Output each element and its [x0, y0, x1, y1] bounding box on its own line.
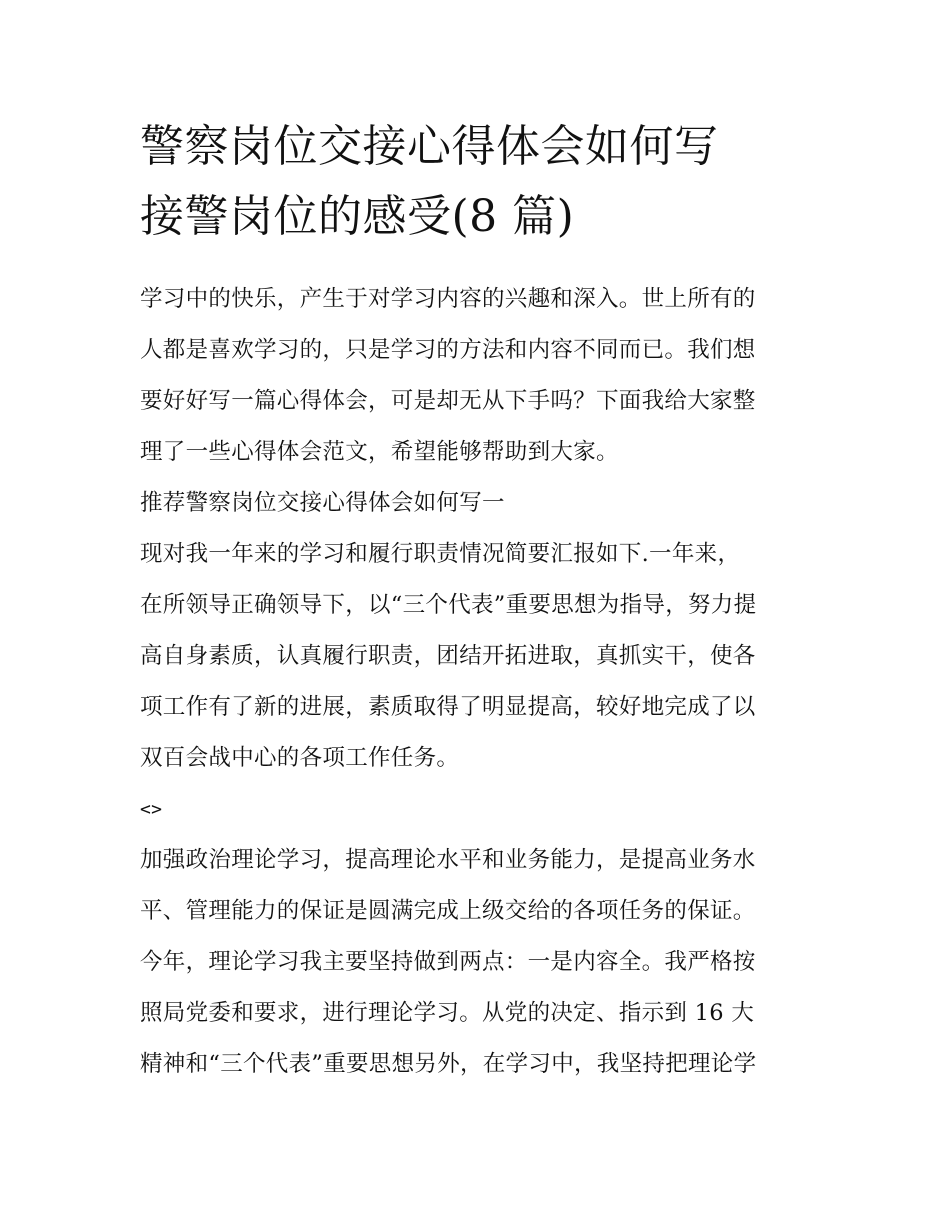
section-heading-text: 推荐警察岗位交接心得体会如何写一 [140, 490, 505, 516]
title-line: 接警岗位的感受(8 篇) [140, 191, 575, 242]
text-line: 高自身素质，认真履行职责，团结开拓进取，真抓实干，使各 [140, 643, 756, 669]
marker-text: <> [140, 799, 163, 820]
text-line: 人都是喜欢学习的，只是学习的方法和内容不同而已。我们想 [140, 337, 756, 363]
text-line: 精神和“三个代表”重要思想另外，在学习中，我坚持把理论学 [140, 1051, 757, 1077]
title-line: 警察岗位交接心得体会如何写 [140, 121, 719, 172]
text-line: 双百会战中心的各项工作任务。 [140, 745, 460, 771]
text-line: 照局党委和要求，进行理论学习。从党的决定、指示到 16 大 [140, 1000, 755, 1026]
intro-paragraph [140, 274, 820, 478]
report-paragraph [140, 529, 820, 784]
text-line: 理了一些心得体会范文，希望能够帮助到大家。 [140, 439, 619, 465]
text-line: 项工作有了新的进展，素质取得了明显提高，较好地完成了以 [140, 694, 756, 720]
text-line: 要好好写一篇心得体会，可是却无从下手吗？下面我给大家整 [140, 388, 756, 414]
text-line: 在所领导正确领导下，以“三个代表”重要思想为指导，努力提 [140, 592, 757, 618]
study-paragraph [140, 835, 820, 1090]
text-line: 现对我一年来的学习和履行职责情况简要汇报如下.一年来， [140, 541, 741, 567]
document-body [140, 112, 820, 1090]
section-heading [140, 478, 820, 529]
text-line: 加强政治理论学习，提高理论水平和业务能力，是提高业务水 [140, 847, 756, 873]
document-title [140, 112, 820, 252]
text-line: 平、管理能力的保证是圆满完成上级交给的各项任务的保证。 [140, 898, 756, 924]
text-line: 学习中的快乐，产生于对学习内容的兴趣和深入。世上所有的 [140, 286, 756, 312]
text-line: 今年，理论学习我主要坚持做到两点：一是内容全。我严格按 [140, 949, 756, 975]
